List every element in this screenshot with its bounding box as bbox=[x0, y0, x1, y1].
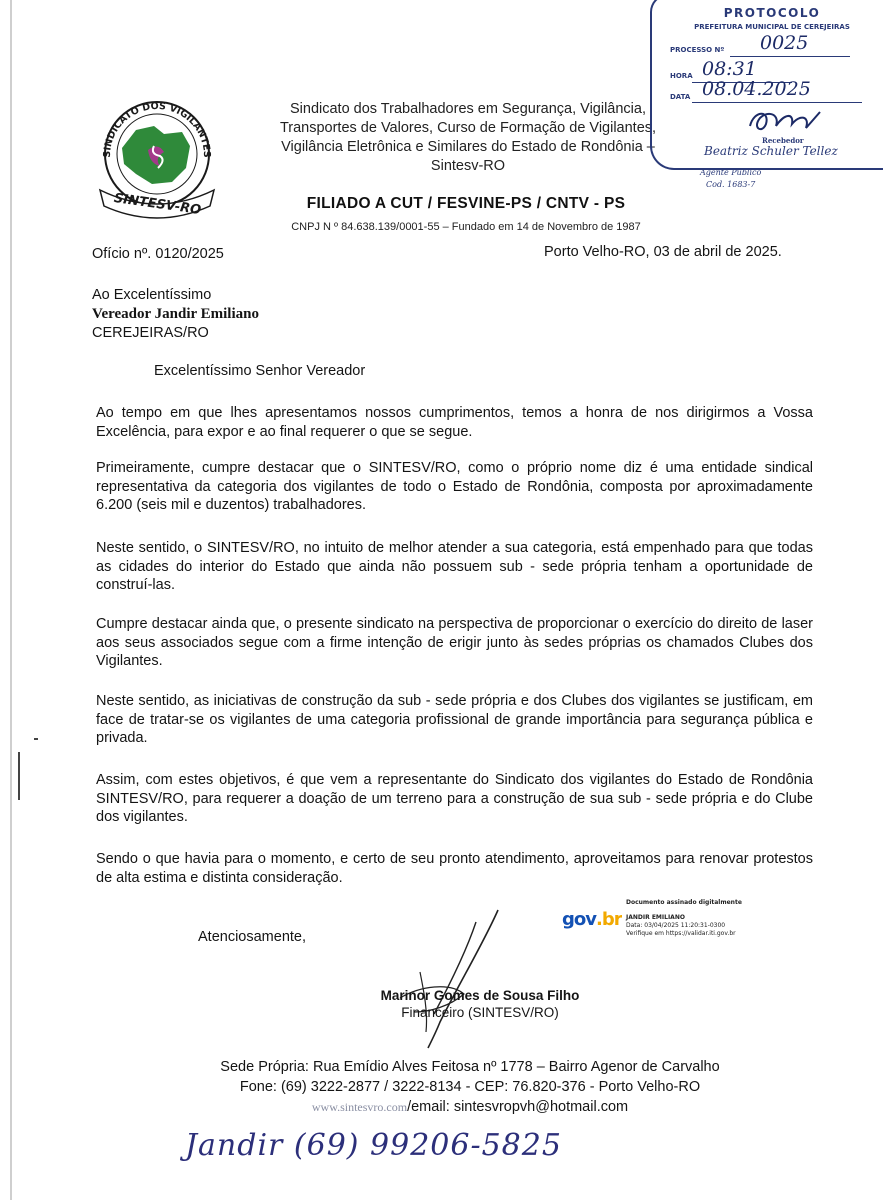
stamp-line bbox=[730, 56, 850, 57]
signer-role: Financeiro (SINTESV/RO) bbox=[401, 1005, 559, 1020]
stamp-receiver-role: Agente Público bbox=[700, 168, 762, 177]
stamp-hour-value: 08:31 bbox=[702, 58, 757, 80]
scan-dot bbox=[34, 738, 38, 740]
office-number: Ofício nº. 0120/2025 bbox=[92, 246, 224, 262]
closing: Atenciosamente, bbox=[198, 929, 307, 945]
paragraph: Assim, com estes objetivos, é que vem a representante do Sindicato dos vigilantes do Estado de Rondônia SINTESV/RO, para requerer a doação de um terreno para a construção de sua sub - sede própria e do Clube dos vigilantes. bbox=[96, 772, 813, 825]
union-name-line: Transportes de Valores, Curso de Formação de Vigilantes, bbox=[279, 120, 657, 136]
place-date: Porto Velho-RO, 03 de abril de 2025. bbox=[544, 244, 782, 260]
paragraph: Sendo o que havia para o momento, e certo de seu pronto atendimento, aproveitamos para renovar protestos de alta estima e distinta consideração. bbox=[96, 851, 813, 886]
stamp-line bbox=[692, 102, 862, 103]
union-name-line: Vigilância Eletrônica e Similares do Estado de Rondônia – bbox=[281, 139, 655, 155]
paragraph: Primeiramente, cumpre destacar que o SINTESV/RO, como o próprio nome diz é uma entidade sindical representativa da categoria dos vigilantes de todo o Estado de Rondônia, composta por aproximadamente 6.200 (seis mil e duzentos) trabalhadores. bbox=[96, 460, 813, 513]
recipient-city: CEREJEIRAS/RO bbox=[92, 325, 209, 341]
union-name-line: Sintesv-RO bbox=[430, 158, 506, 174]
handwritten-signature bbox=[380, 902, 530, 1052]
protocol-stamp bbox=[650, 0, 883, 170]
handwritten-note: Jandir (69) 99206-5825 bbox=[185, 1128, 562, 1163]
svg-text:.br: .br bbox=[596, 909, 622, 930]
recipient-line: Ao Excelentíssimo bbox=[92, 287, 212, 303]
paragraph: Neste sentido, o SINTESV/RO, no intuito de melhor atender a sua categoria, está empenhado para que todas as cidades do interior do Estado que ainda não possuem sub - sede própria tenham a oportunidade de construí-las. bbox=[96, 540, 813, 593]
stamp-title: PROTOCOLO bbox=[723, 6, 821, 20]
email-link[interactable]: /email: sintesvropvh@hotmail.com bbox=[407, 1099, 629, 1115]
union-name bbox=[248, 100, 688, 176]
stamp-received-label: Recebedor bbox=[762, 136, 804, 145]
salutation: Excelentíssimo Senhor Vereador bbox=[154, 363, 366, 379]
paragraph: Neste sentido, as iniciativas de construção da sub - sede própria e dos Clubes dos vigilantes se justificam, em face de tratar-se os vigilantes de uma categoria profissional de grande importância para segurança pública e privada. bbox=[96, 693, 813, 746]
page-edge-line bbox=[10, 0, 12, 1200]
sintesv-logo bbox=[92, 86, 222, 226]
website-link[interactable]: www.sintesvro.com bbox=[311, 1100, 408, 1114]
stamp-receiver-name: Beatriz Schuler Tellez bbox=[704, 144, 838, 158]
stamp-signature bbox=[740, 104, 830, 138]
digital-signature-date: Data: 03/04/2025 11:20:31-0300 bbox=[626, 922, 726, 929]
stamp-process-value: 0025 bbox=[760, 32, 809, 54]
stamp-date-value: 08.04.2025 bbox=[702, 78, 811, 100]
digital-signature-heading: Documento assinado digitalmente bbox=[626, 899, 742, 906]
footer-phone: Fone: (69) 3222-2877 / 3222-8134 - CEP: 76.820-376 - Porto Velho-RO bbox=[239, 1079, 701, 1095]
cnpj: CNPJ N º 84.638.139/0001-55 – Fundado em 14 de Novembro de 1987 bbox=[291, 221, 641, 233]
svg-text:gov: gov bbox=[562, 909, 596, 930]
stamp-process-label: PROCESSO Nº bbox=[670, 46, 725, 54]
stamp-hour-label: HORA bbox=[670, 72, 693, 80]
digital-signature-name: JANDIR EMILIANO bbox=[626, 914, 685, 921]
footer-address: Sede Própria: Rua Emídio Alves Feitosa nº 1778 – Bairro Agenor de Carvalho bbox=[220, 1059, 720, 1075]
union-name-line: Sindicato dos Trabalhadores em Segurança, Vigilância, bbox=[289, 101, 646, 117]
recipient-name: Vereador Jandir Emiliano bbox=[92, 306, 259, 322]
stamp-receiver-id: Cod. 1683-7 bbox=[706, 180, 756, 189]
scan-mark bbox=[18, 752, 20, 800]
stamp-subtitle: PREFEITURA MUNICIPAL DE CEREJEIRAS bbox=[694, 23, 850, 31]
stamp-date-label: DATA bbox=[670, 93, 691, 101]
paragraph: Cumpre destacar ainda que, o presente sindicato na perspectiva de proporcionar o exercício do direito de laser aos seus associados segue com a firme intenção de erigir junto às sedes próprias os chamados Clubes dos Vigilantes. bbox=[96, 616, 813, 669]
affiliation: FILIADO A CUT / FESVINE-PS / CNTV - PS bbox=[306, 195, 626, 212]
govbr-logo bbox=[562, 906, 622, 930]
logo-arc-text: SINDICATO DOS VIGILANTES bbox=[101, 100, 213, 158]
digital-signature-verify: Verifique em https://validar.iti.gov.br bbox=[626, 930, 736, 937]
signer-name: Marinor Gomes de Sousa Filho bbox=[380, 988, 580, 1003]
logo-band-text: SINTESV-RO bbox=[112, 190, 202, 219]
footer-contact bbox=[150, 1099, 790, 1115]
paragraph: Ao tempo em que lhes apresentamos nossos cumprimentos, temos a honra de nos dirigirmos a Vossa Excelência, para expor e ao final requerer o que se segue. bbox=[96, 405, 813, 440]
